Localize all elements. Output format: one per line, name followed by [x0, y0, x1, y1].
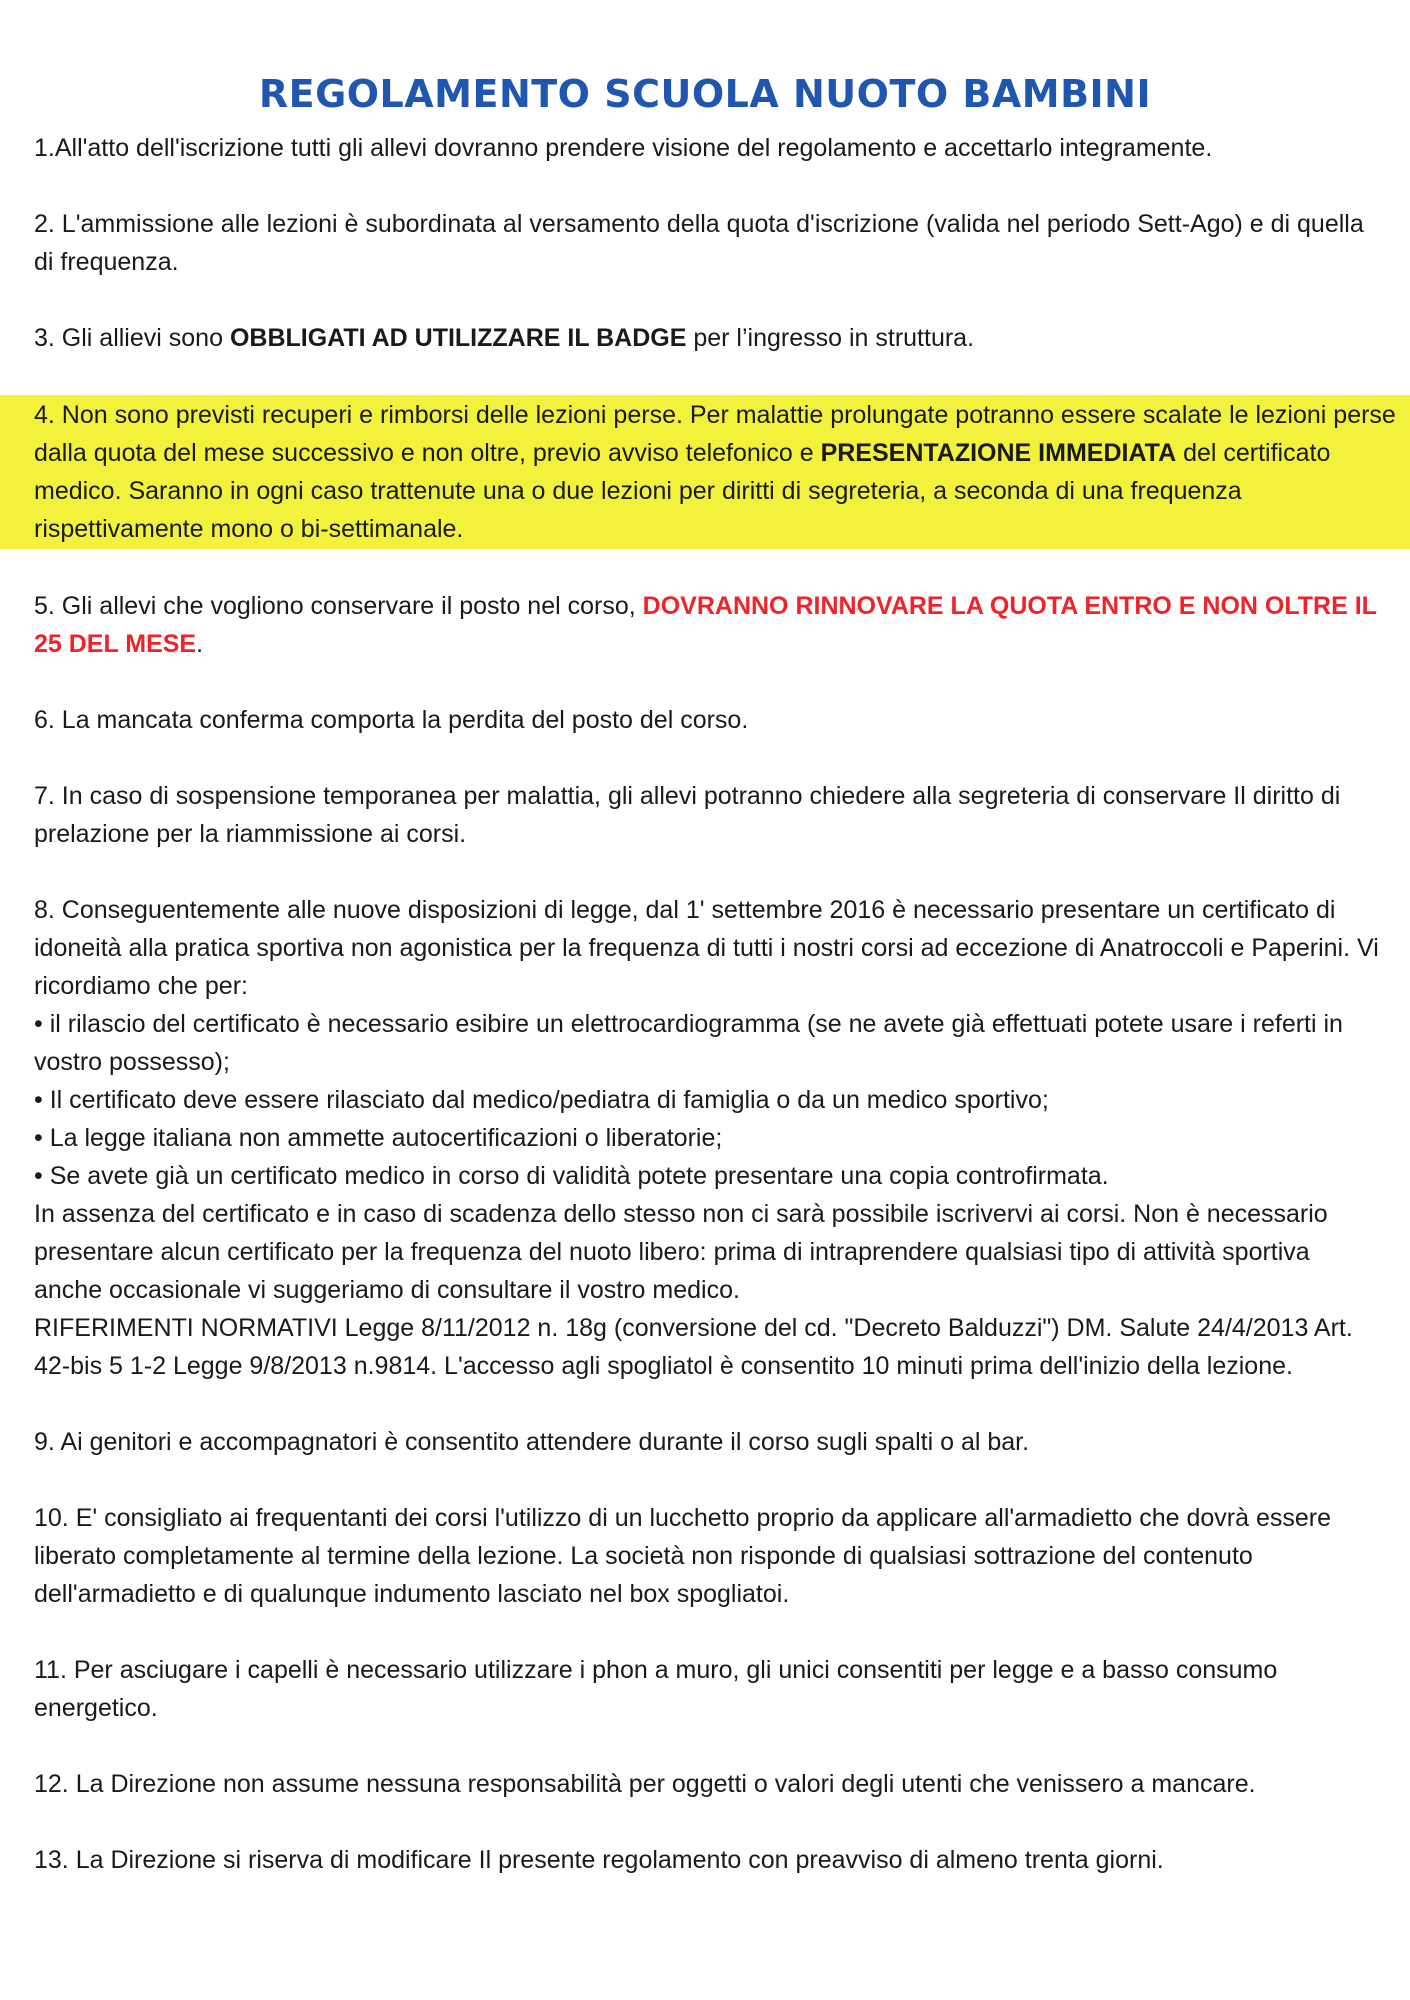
rule-9-text: 9. Ai genitori e accompagnatori è consentito attendere durante il corso sugli spalti o al bar. [34, 1428, 1030, 1456]
rule-5-text-start: 5. Gli allevi che vogliono conservare il posto nel corso, [34, 592, 643, 620]
rule-1-text: 1.All'atto dell'iscrizione tutti gli allevi dovranno prendere visione del regolamento e accettarlo integramente. [34, 134, 1213, 162]
rule-7 [34, 777, 1384, 853]
rule-2-text: 2. L'ammissione alle lezioni è subordinata al versamento della quota d'iscrizione (valida nel periodo Sett-Ago) e di quella di frequenza. [34, 210, 1364, 276]
rule-8-bullet: • La legge italiana non ammette autocertificazioni o liberatorie; [34, 1124, 723, 1152]
rule-1 [34, 129, 1384, 167]
rule-4-text [34, 396, 1410, 548]
rule-6-text: 6. La mancata conferma comporta la perdita del posto del corso. [34, 706, 749, 734]
rule-4-highlighted [0, 395, 1410, 549]
rule-3-text [34, 319, 1384, 357]
rule-11-text: 11. Per asciugare i capelli è necessario utilizzare i phon a muro, gli unici consentiti per legge e a basso consumo energetico. [34, 1656, 1278, 1722]
rule-5-deadline-warning: DOVRANNO RINNOVARE LA QUOTA ENTRO E NON OLTRE IL 25 DEL MESE [34, 592, 1377, 658]
rule-5-text-end: . [196, 630, 204, 658]
rule-12-text: 12. La Direzione non assume nessuna responsabilità per oggetti o valori degli utenti che venissero a mancare. [34, 1770, 1256, 1798]
rule-3-text-end: per l’ingresso in struttura. [686, 324, 975, 352]
rules-document [34, 129, 1396, 1879]
rule-8-bullet: • il rilascio del certificato è necessario esibire un elettrocardiogramma (se ne avete già effettuati potete usare i referti in vostro possesso); [34, 1010, 1343, 1076]
rule-7-text: 7. In caso di sospensione temporanea per malattia, gli allevi potranno chiedere alla segreteria di conservare Il diritto di prelazione per la riammissione ai corsi. [34, 782, 1341, 848]
rule-4-text-start: 4. Non sono previsti recuperi e rimborsi delle lezioni perse. Per malattie prolungate potranno essere scalate le lezioni perse dalla quota del mese successivo e non oltre, previo avviso telefonico e [34, 401, 1396, 467]
rule-12 [34, 1765, 1384, 1803]
rule-3-text-start: 3. Gli allievi sono [34, 324, 230, 352]
rule-9 [34, 1423, 1384, 1461]
rule-8-intro: 8. Conseguentemente alle nuove disposizioni di legge, dal 1' settembre 2016 è necessario presentare un certificato di idoneità alla pratica sportiva non agonistica per la frequenza di tutti i nostri corsi ad eccezione di Anatroccoli e Paperini. Vi ricordiamo che per: [34, 896, 1379, 1000]
rule-8-after: In assenza del certificato e in caso di scadenza dello stesso non ci sarà possibile iscrivervi ai corsi. Non è necessario presentare alcun certificato per la frequenza del nuoto libero: prima di intraprendere qualsiasi tipo di attività sportiva anche occasionale vi suggeriamo di consultare il vostro medico. [34, 1200, 1328, 1304]
rule-6 [34, 701, 1384, 739]
rule-13-text: 13. La Direzione si riserva di modificare Il presente regolamento con preavviso di almeno trenta giorni. [34, 1846, 1164, 1874]
rule-3-badge-emphasis: OBBLIGATI AD UTILIZZARE IL BADGE [229, 324, 687, 352]
rule-3 [34, 319, 1384, 357]
rule-11 [34, 1651, 1384, 1727]
rule-5-text [34, 587, 1384, 663]
rule-10 [34, 1499, 1384, 1613]
rule-5 [34, 587, 1384, 663]
rule-8-bullet: • Se avete già un certificato medico in corso di validità potete presentare una copia controfirmata. [34, 1162, 1109, 1190]
page-title: REGOLAMENTO SCUOLA NUOTO BAMBINI [258, 72, 1152, 116]
rule-4-emphasis: PRESENTAZIONE IMMEDIATA [820, 439, 1177, 467]
rule-2 [34, 205, 1384, 281]
rule-13 [34, 1841, 1384, 1879]
rule-4-text-end: del certificato medico. Saranno in ogni caso trattenute una o due lezioni per diritti di segreteria, a seconda di una frequenza rispettivamente mono o bi-settimanale. [34, 439, 1331, 543]
rule-8-bullet: • Il certificato deve essere rilasciato dal medico/pediatra di famiglia o da un medico sportivo; [34, 1086, 1049, 1114]
rule-10-text: 10. E' consigliato ai frequentanti dei corsi l'utilizzo di un lucchetto proprio da applicare all'armadietto che dovrà essere liberato completamente al termine della lezione. La società non risponde di qualsiasi sottrazione del contenuto dell'armadietto e di qualunque indumento lasciato nel box spogliatoi. [34, 1504, 1331, 1608]
rule-8-references: RIFERIMENTI NORMATIVI Legge 8/11/2012 n. 18g (conversione del cd. "Decreto Balduzzi") DM. Salute 24/4/2013 Art. 42-bis 5 1-2 Legge 9/8/2013 n.9814. L'accesso agli spogliatol è consentito 10 minuti prima dell'inizio della lezione. [34, 1314, 1353, 1380]
rule-8 [34, 891, 1384, 1385]
